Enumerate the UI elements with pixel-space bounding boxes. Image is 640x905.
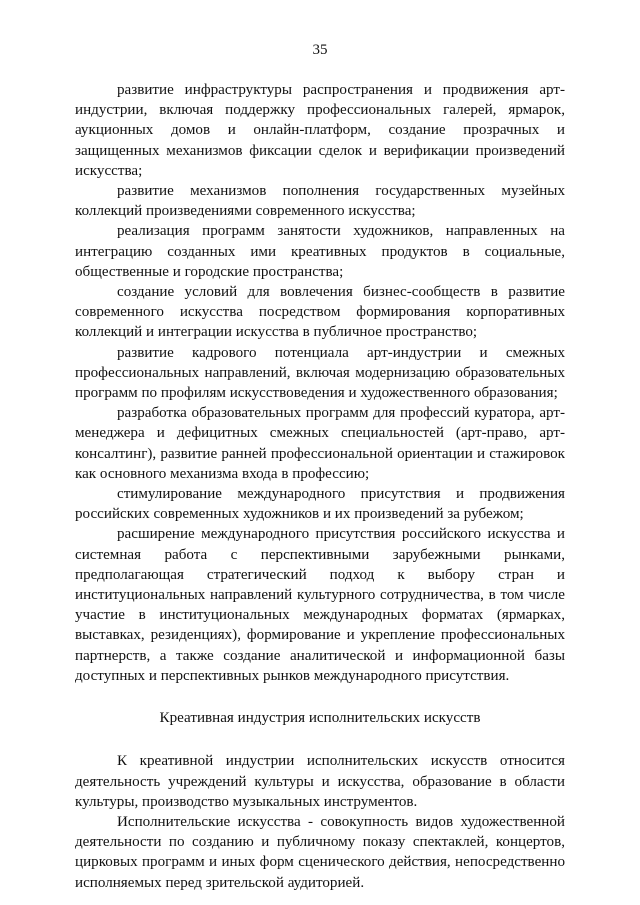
list-item: создание условий для вовлечения бизнес-сообществ в развитие современного искусства посредством формирования корпоративных коллекций и интеграции искусства в публичное пространство; <box>75 284 565 341</box>
body-paragraph: Исполнительские искусства - совокупность видов художественной деятельности по созданию и публичному показу спектаклей, концертов, цирковых программ и иных форм сценического действия, непосредственно исполняемых перед зрительской аудиторией. <box>75 813 565 891</box>
section-heading: Креативная индустрия исполнительских искусств <box>159 710 481 727</box>
page-number: 35 <box>312 42 328 58</box>
list-item: реализация программ занятости художников, направленных на интеграцию созданных ими креативных продуктов в социальные, общественные и городские пространства; <box>75 223 565 280</box>
body-paragraph: К креативной индустрии исполнительских искусств относится деятельность учреждений культуры и искусства, образование в области культуры, производство музыкальных инструментов. <box>75 753 565 810</box>
list-item: разработка образовательных программ для профессий куратора, арт-менеджера и дефицитных смежных специальностей (арт-право, арт-консалтинг), развитие ранней профессиональной ориентации и стажировок как основного механизма входа в профессию; <box>75 405 565 482</box>
list-item: расширение международного присутствия российского искусства и системная работа с перспективными зарубежными рынками, предполагающая стратегический подход к выбору стран и институциональных направлений культурного сотрудничества, в том числе участие в институциональных международных форматах (ярмарках, выставках, резиденциях), формирование и укрепление профессиональных партнерств, а также создание аналитической и информационной базы доступных и перспективных рынков международного присутствия. <box>75 526 565 684</box>
document-body <box>75 80 565 893</box>
list-item: развитие кадрового потенциала арт-индустрии и смежных профессиональных направлений, включая модернизацию образовательных программ по профилям искусствоведения и художественного образования; <box>75 344 565 402</box>
list-item: развитие механизмов пополнения государственных музейных коллекций произведениями современного искусства; <box>75 183 565 220</box>
list-item: стимулирование международного присутствия и продвижения российских современных художников и их произведений за рубежом; <box>75 486 565 523</box>
list-item: развитие инфраструктуры распространения и продвижения арт-индустрии, включая поддержку профессиональных галерей, ярмарок, аукционных домов и онлайн-платформ, создание прозрачных и защищенных механизмов фиксации сделок и верификации произведений искусства; <box>75 82 565 179</box>
